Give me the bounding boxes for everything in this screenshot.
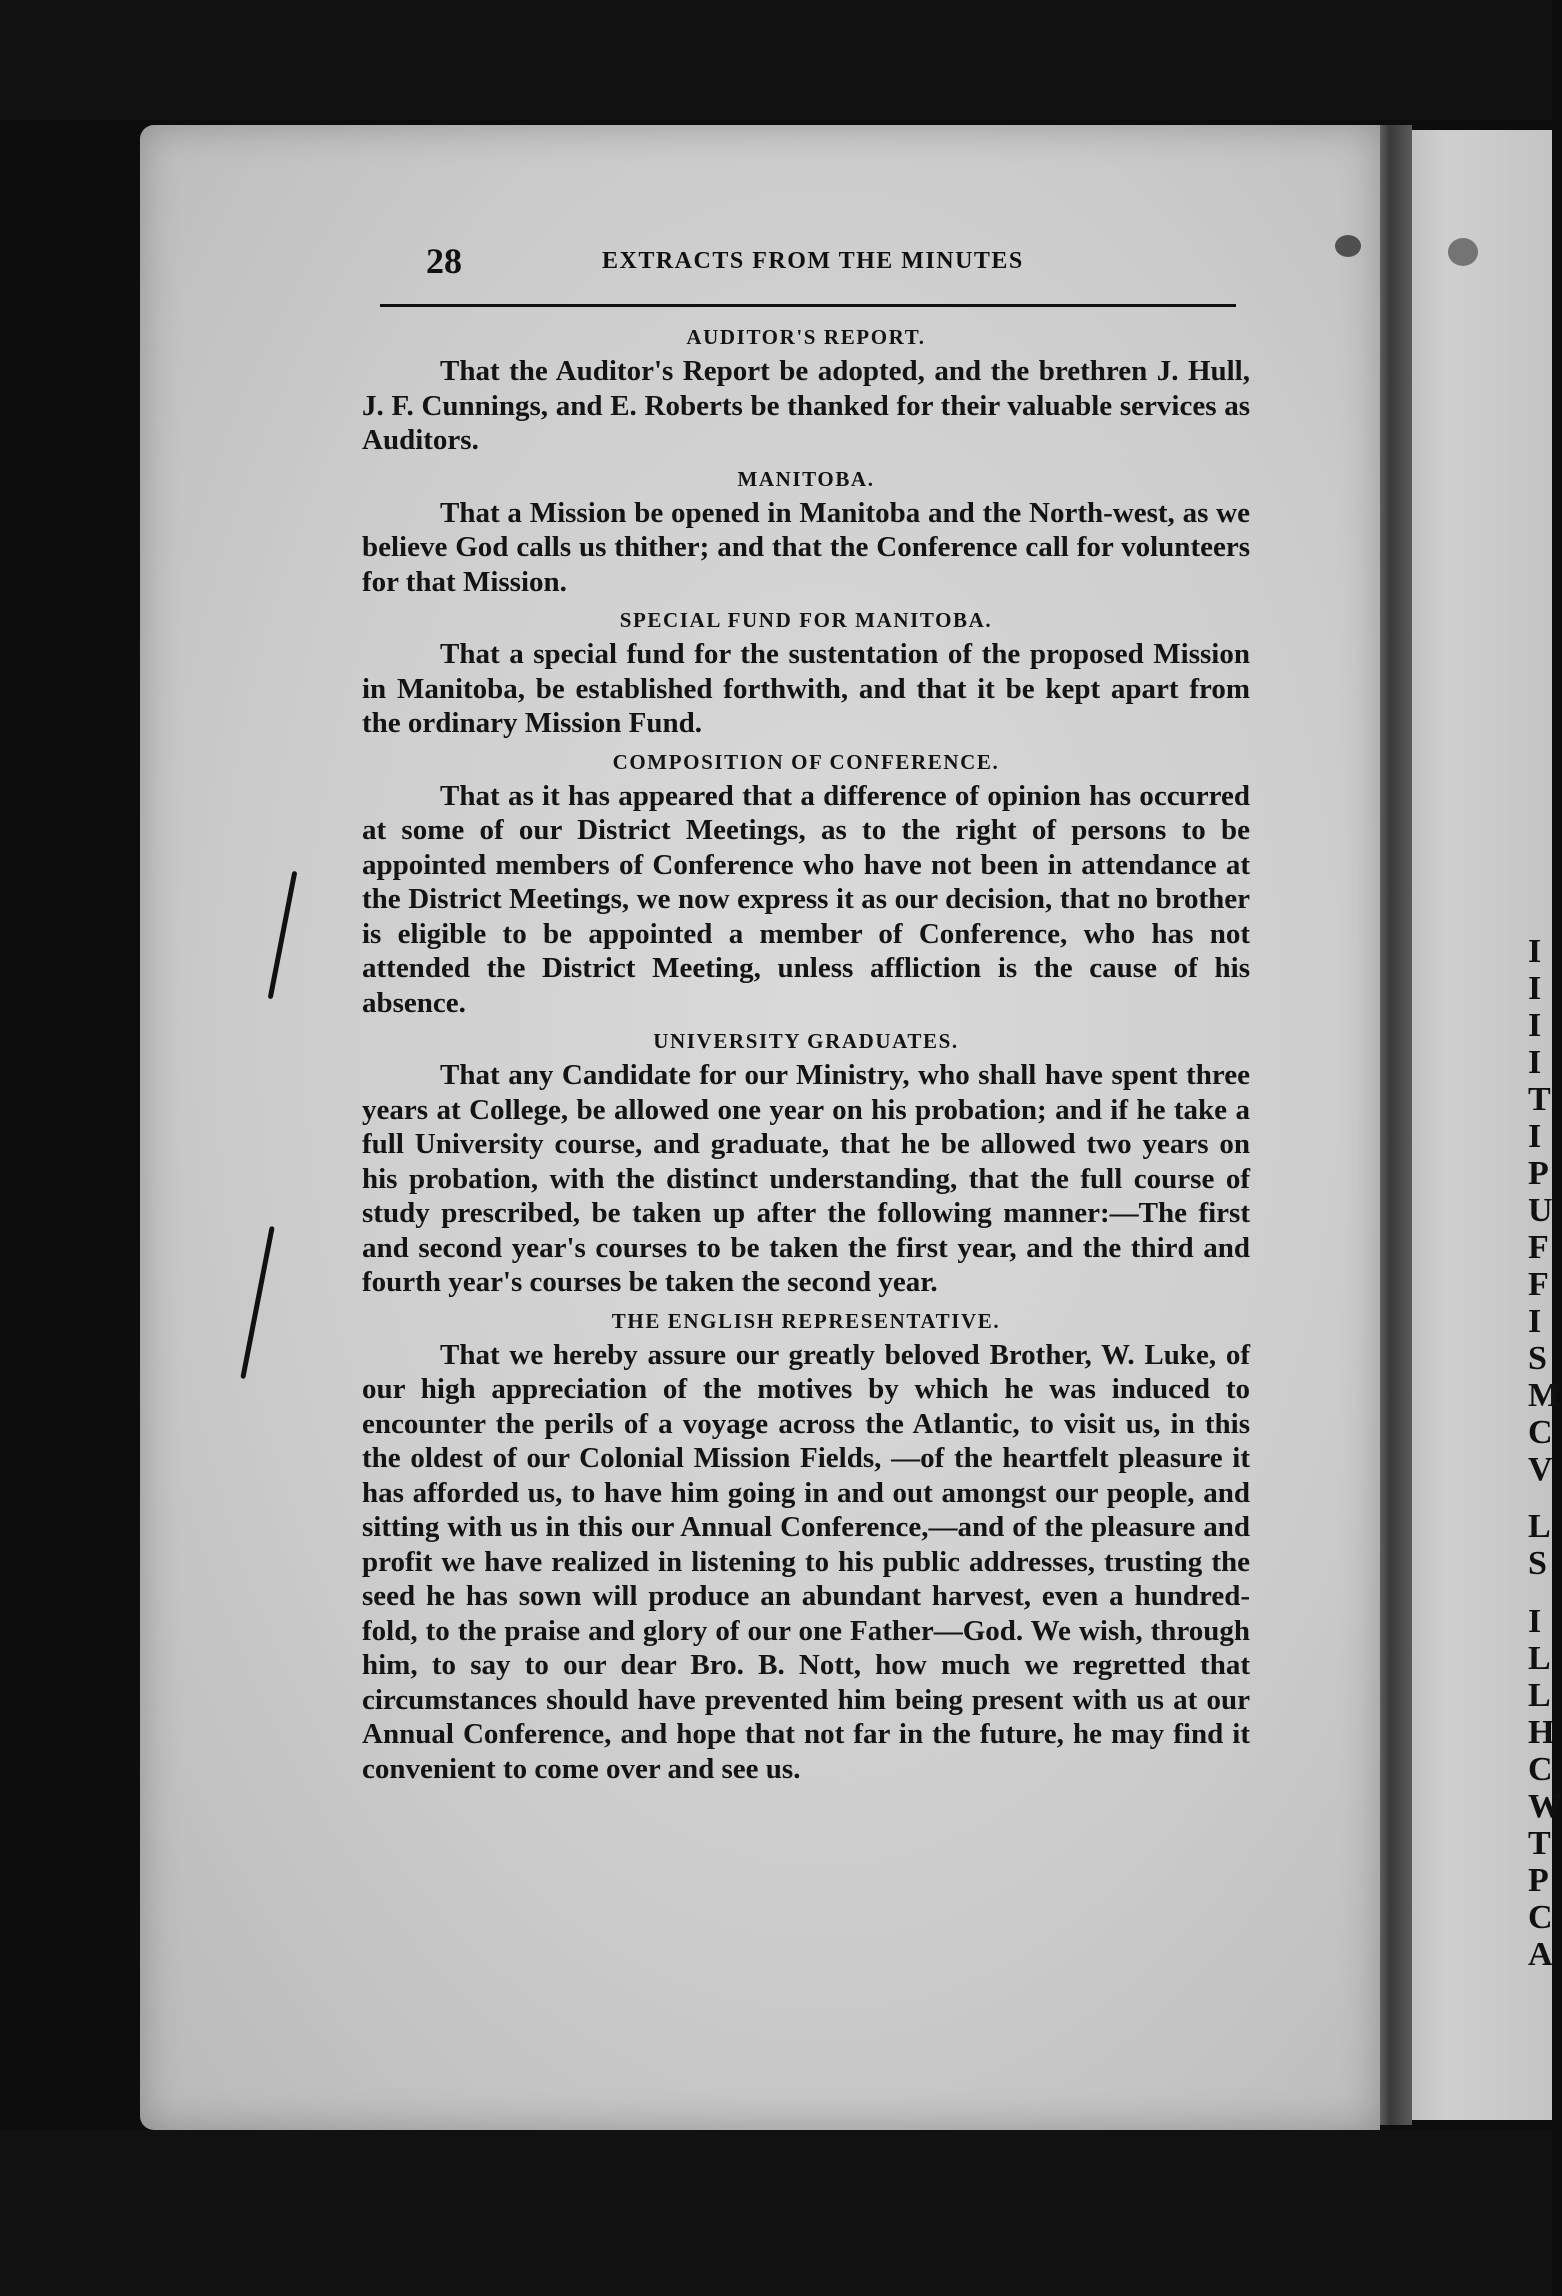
facing-letter: I xyxy=(1528,933,1542,970)
section-special-fund xyxy=(362,603,1250,741)
section-university-graduates xyxy=(362,1024,1250,1300)
facing-letter: P xyxy=(1528,1862,1549,1899)
scan-backdrop-bottom xyxy=(0,2130,1552,2296)
facing-letter: S xyxy=(1528,1340,1547,1377)
section-paragraph: That as it has appeared that a difference of opinion has occurred at some of our District Meetings, as to the right of persons to be appointed members of Conference who have not been in attendance at the District Meetings, we now express it as our decision, that no brother is eligible to be appointed a member of Conference, who has not attended the District Meeting, unless affliction is the cause of his absence. xyxy=(362,779,1250,1019)
facing-letter: V xyxy=(1528,1451,1553,1488)
facing-letter: W xyxy=(1528,1788,1562,1825)
facing-letter: L xyxy=(1528,1640,1551,1677)
section-paragraph: That a special fund for the sustentation of the proposed Mission in Manitoba, be established forthwith, and that it be kept apart from the ordinary Mission Fund. xyxy=(362,638,1250,739)
facing-letter: P xyxy=(1528,1155,1549,1192)
ink-smudge xyxy=(1448,238,1478,266)
facing-letter: M xyxy=(1528,1377,1561,1414)
ink-smudge xyxy=(1335,235,1361,257)
section-auditors-report xyxy=(362,320,1250,458)
facing-letter: I xyxy=(1528,1007,1542,1044)
facing-letter: I xyxy=(1528,1603,1542,1640)
facing-letter: C xyxy=(1528,1414,1553,1451)
section-heading: MANITOBA. xyxy=(737,466,875,491)
section-heading: COMPOSITION OF CONFERENCE. xyxy=(612,749,1000,774)
facing-letter: F xyxy=(1528,1229,1549,1266)
facing-letter: A xyxy=(1528,1936,1553,1973)
facing-letter: L xyxy=(1528,1677,1551,1714)
section-english-representative xyxy=(362,1304,1250,1787)
section-paragraph: That the Auditor's Report be adopted, and the brethren J. Hull, J. F. Cunnings, and E. Roberts be thanked for their valuable services as Auditors. xyxy=(362,355,1250,456)
section-heading: SPECIAL FUND FOR MANITOBA. xyxy=(619,608,993,632)
section-heading: AUDITOR'S REPORT. xyxy=(686,325,926,349)
minutes-body xyxy=(362,320,1250,1786)
facing-letter: H xyxy=(1528,1714,1555,1751)
page-header xyxy=(426,240,1236,284)
section-manitoba xyxy=(362,462,1250,600)
section-paragraph: That a Mission be opened in Manitoba and the North-west, as we believe God calls us thither; and that the Conference call for volunteers for that Mission. xyxy=(362,496,1250,598)
facing-page xyxy=(1400,130,1562,2120)
facing-letter: S xyxy=(1528,1545,1547,1582)
facing-letter: I xyxy=(1528,1044,1542,1081)
section-heading: THE ENGLISH REPRESENTATIVE. xyxy=(611,1308,1001,1333)
page-number: 28 xyxy=(426,241,462,281)
section-paragraph: That we hereby assure our greatly beloved Brother, W. Luke, of our high appreciation of the motives by which he was induced to encounter the perils of a voyage across the Atlantic, to visit us, in this the oldest of our Colonial Mission Fields, —of the heartfelt pleasure it has afforded us, to have him going in and out amongst our people, and sitting with us in this our Annual Conference,—and of the pleasure and profit we have realized in listening to his public addresses, trusting the seed he has sown will produce an abundant harvest, even a hundred-fold, to the praise and glory of our one Father—God. We wish, through him, to say to our dear Bro. B. Nott, how much we regretted that circumstances should have prevented him being present with us at our Annual Conference, and hope that not far in the future, he may find it convenient to come over and see us. xyxy=(362,1338,1250,1785)
facing-letter: I xyxy=(1528,1303,1542,1340)
facing-letter: U xyxy=(1528,1192,1553,1229)
facing-letter: T xyxy=(1528,1081,1551,1118)
section-paragraph: That any Candidate for our Ministry, who shall have spent three years at College, be allowed one year on his probation; and if he take a full University course, and graduate, that he be allowed two years on his probation, with the distinct understanding, that the full course of study prescribed, be taken up after the following manner:—The first and second year's courses to be taken the first year, and the third and fourth year's courses be taken the second year. xyxy=(362,1059,1250,1298)
header-rule xyxy=(380,304,1236,307)
section-heading: UNIVERSITY GRADUATES. xyxy=(653,1029,959,1053)
facing-letter: T xyxy=(1528,1825,1551,1862)
facing-letter: C xyxy=(1528,1899,1553,1936)
section-composition-of-conference xyxy=(362,745,1250,1021)
facing-letter: L xyxy=(1528,1508,1551,1545)
facing-letter: C xyxy=(1528,1751,1553,1788)
facing-letter: I xyxy=(1528,1118,1542,1155)
running-head: EXTRACTS FROM THE MINUTES xyxy=(602,248,1024,274)
scan-backdrop-top xyxy=(0,0,1552,120)
facing-letter: I xyxy=(1528,970,1542,1007)
facing-letter: F xyxy=(1528,1266,1549,1303)
